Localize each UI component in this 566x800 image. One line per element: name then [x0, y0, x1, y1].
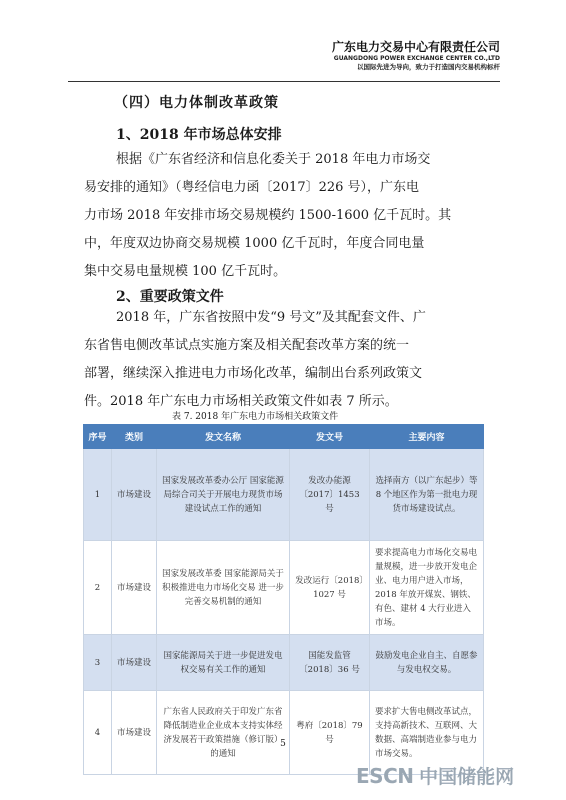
header-company-name: 广东电力交易中心有限责任公司: [331, 40, 500, 54]
paragraph-line: 易安排的通知》（粤经信电力函〔2017〕226 号），广东电: [84, 180, 420, 195]
cell-category: 市场建设: [112, 541, 157, 635]
cell-no: 3: [84, 635, 112, 691]
paragraph-market-arrangement: [84, 146, 484, 286]
column-header-title: 发文名称: [157, 425, 290, 449]
cell-doc-no: 发改运行〔2018〕1027 号: [290, 541, 370, 635]
cell-category: 市场建设: [112, 691, 157, 775]
cell-title: 国家能源局关于进一步促进发电权交易有关工作的通知: [157, 635, 290, 691]
cell-doc-no: 粤府〔2018〕79 号: [290, 691, 370, 775]
cell-title: 国家发展改革委 国家能源局关于积极推进电力市场化交易 进一步完善交易机制的通知: [157, 541, 290, 635]
cell-content: 选择南方（以广东起步）等 8 个地区作为第一批电力现货市场建设试点。: [370, 449, 484, 541]
subsection-heading-market-arrangement: 1、2018 年市场总体安排: [116, 127, 282, 143]
cell-content: 要求提高电力市场化交易电量规模，进一步放开发电企业、电力用户进入市场，2018 年放开煤炭、钢铁、有色、建材 4 大行业进入市场。: [370, 541, 484, 635]
cell-category: 市场建设: [112, 635, 157, 691]
table-header-row: [84, 425, 484, 449]
table-row: [84, 635, 484, 691]
cell-category: 市场建设: [112, 449, 157, 541]
table-caption: 表 7. 2018 年广东电力市场相关政策文件: [172, 412, 339, 422]
cell-doc-no: 国能发监管〔2018〕36 号: [290, 635, 370, 691]
cell-no: 1: [84, 449, 112, 541]
cell-title: 国家发展改革委办公厅 国家能源局综合司关于开展电力现货市场建设试点工作的通知: [157, 449, 290, 541]
watermark-brand: ESCN: [356, 764, 414, 788]
paragraph-line: 集中交易电量规模 100 亿千瓦时。: [84, 264, 287, 279]
paragraph-line: 中，年度双边协商交易规模 1000 亿千瓦时，年度合同电量: [84, 236, 425, 251]
paragraph-line: 2018 年，广东省按照中发“9 号文”及其配套文件、广: [116, 310, 426, 325]
cell-no: 4: [84, 691, 112, 775]
cell-content: 要求扩大售电侧改革试点，支持高新技术、互联网、大数据、高端制造业参与电力市场交易。: [370, 691, 484, 775]
column-header-doc-no: 发文号: [290, 425, 370, 449]
column-header-category: 类别: [112, 425, 157, 449]
header-company-name-en: GUANGDONG POWER EXCHANGE CENTER CO.,LTD: [333, 55, 500, 62]
column-header-no: 序号: [84, 425, 112, 449]
paragraph-line: 部署，继续深入推进电力市场化改革，编制出台系列政策文: [84, 366, 423, 381]
paragraph-policy-documents: [84, 304, 484, 416]
cell-no: 2: [84, 541, 112, 635]
page-number: 5: [280, 739, 286, 749]
table-row: [84, 449, 484, 541]
policy-documents-table: [83, 424, 484, 775]
subsection-heading-policy-documents: 2、重要政策文件: [116, 289, 224, 305]
watermark-site: 中国储能网: [419, 766, 515, 788]
paragraph-line: 力市场 2018 年安排市场交易规模约 1500-1600 亿千瓦时。其: [84, 208, 452, 223]
header-divider: [68, 81, 500, 82]
paragraph-line: 件。2018 年广东电力市场相关政策文件如表 7 所示。: [84, 394, 398, 409]
cell-title: 广东省人民政府关于印发广东省降低制造业企业成本支持实体经济发展若干政策措施（修订版）的通知: [157, 691, 290, 775]
section-heading: （四）电力体制改革政策: [114, 95, 279, 111]
table-row: [84, 541, 484, 635]
column-header-content: 主要内容: [370, 425, 484, 449]
cell-doc-no: 发改办能源〔2017〕1453 号: [290, 449, 370, 541]
header-slogan: 以国际先进为导向，致力于打造国内交易机构标杆: [357, 63, 500, 71]
watermark-logo: [356, 762, 514, 789]
page-header: [332, 40, 500, 72]
cell-content: 鼓励发电企业自主、自愿参与发电权交易。: [370, 635, 484, 691]
paragraph-line: 根据《广东省经济和信息化委关于 2018 年电力市场交: [116, 152, 431, 167]
paragraph-line: 东省售电侧改革试点实施方案及相关配套改革方案的统一: [84, 338, 410, 353]
